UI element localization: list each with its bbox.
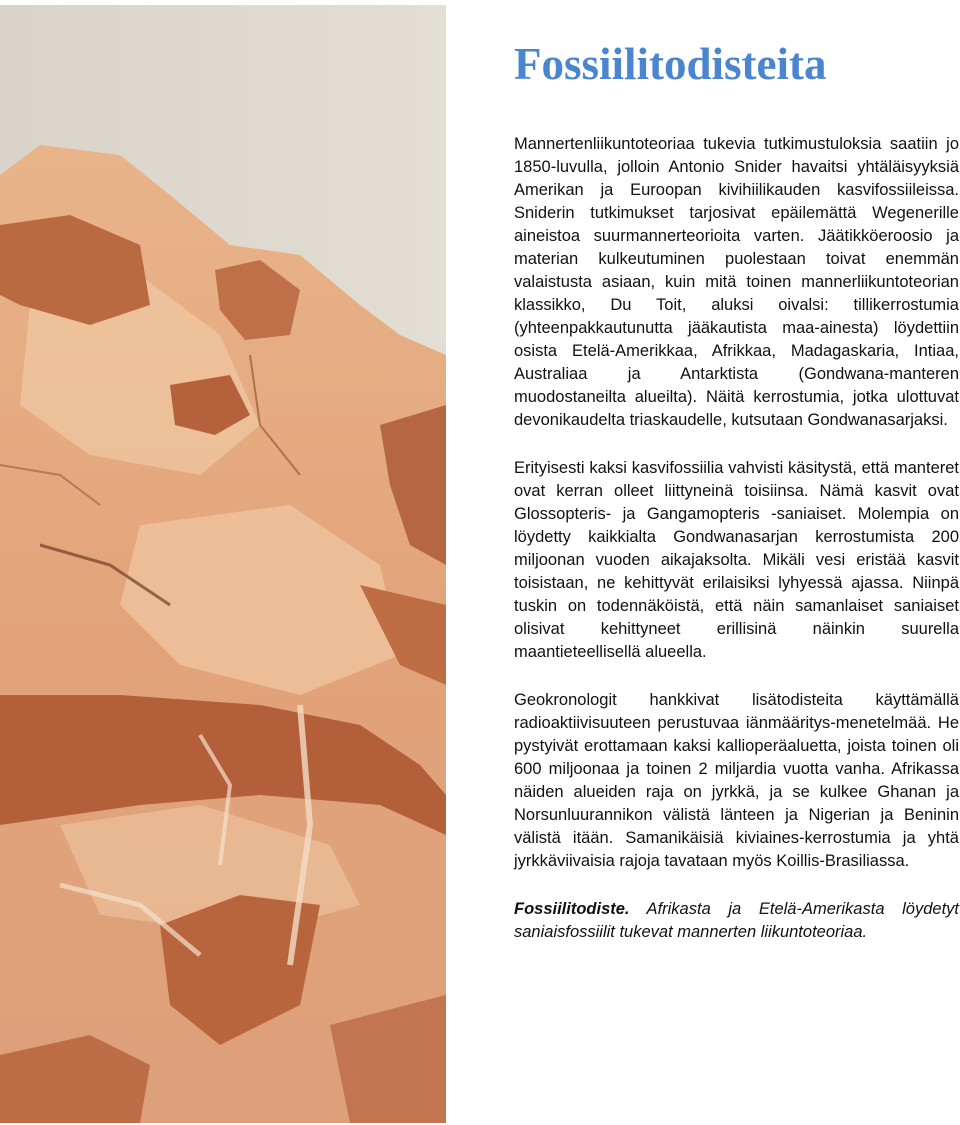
photo-caption bbox=[514, 898, 959, 944]
page-title: Fossiilitodisteita bbox=[514, 39, 827, 89]
caption-label: Fossiilitodiste. bbox=[514, 900, 630, 918]
paragraph-3: Geokronologit hankkivat lisätodisteita käyttämällä radioaktiivisuuteen perustuvaa iänmääritys-menetelmää. He pystyivät erottamaan kaksi kallioperäaluetta, joista toinen oli 600 miljoonaa ja toinen 2 miljardia vuotta vanha. Afrikassa näiden alueiden raja on jyrkkä, ja se kulkee Ghanan ja Norsunluurannikon välistä länteen ja Nigerian ja Beninin välistä itään. Samanikäisiä kiviaines-kerrostumia ja yhtä jyrkkäviivaisia rajoja tavataan myös Koillis-Brasiliassa. bbox=[514, 691, 959, 870]
fern-fossil-image bbox=[0, 5, 446, 1123]
article bbox=[514, 40, 959, 944]
paragraph-1: Mannertenliikuntoteoriaa tukevia tutkimustuloksia saatiin jo 1850-luvulla, jolloin Antonio Snider havaitsi yhtäläisyyksiä Amerikan ja Euroopan kivihiilikauden kasvifossiileissa. Sniderin tutkimukset tarjosivat epäilemättä Wegenerille aineistoa suurmannerteorioita varten. Jäätikköeroosio ja materian kulkeutuminen puolestaan toivat enemmän valaistusta asiaan, kuin mitä toinen mannerliikuntoteorian klassikko, Du Toit, aluksi oivalsi: tillikerrostumia (yhteenpakkautunutta jääkautista maa-ainesta) löydettiin osista Etelä-Amerikkaa, Afrikkaa, Madagaskaria, Intiaa, Australiaa ja Antarktista (Gondwana-manteren muodostaneilta alueilta). Näitä kerrostumia, jotka ulottuvat devonikaudelta triaskaudelle, kutsutaan Gondwanasarjaksi. bbox=[514, 135, 959, 429]
paragraph-2: Erityisesti kaksi kasvifossiilia vahvisti käsitystä, että manteret ovat kerran olleet liittyneinä toisiinsa. Nämä kasvit ovat Glossopteris- ja Gangamopteris -saniaiset. Molempia on löydetty kaikkialta Gondwanasarjan kerrostumista 200 miljoonan vuoden aikajaksolta. Mikäli vesi eristää kasvit toisistaan, ne kehittyvät erilaisiksi lyhyessä ajassa. Niinpä tuskin on todennäköistä, että näin samanlaiset saniaiset olisivat kehittyneet erillisinä näinkin suurella maantieteellisellä alueella. bbox=[514, 459, 959, 661]
caption-text: Afrikasta ja Etelä-Amerikasta löydetyt saniaisfossiilit tukevat mannerten liikuntoteoriaa. bbox=[514, 900, 959, 941]
fossil-photo bbox=[0, 5, 446, 1123]
